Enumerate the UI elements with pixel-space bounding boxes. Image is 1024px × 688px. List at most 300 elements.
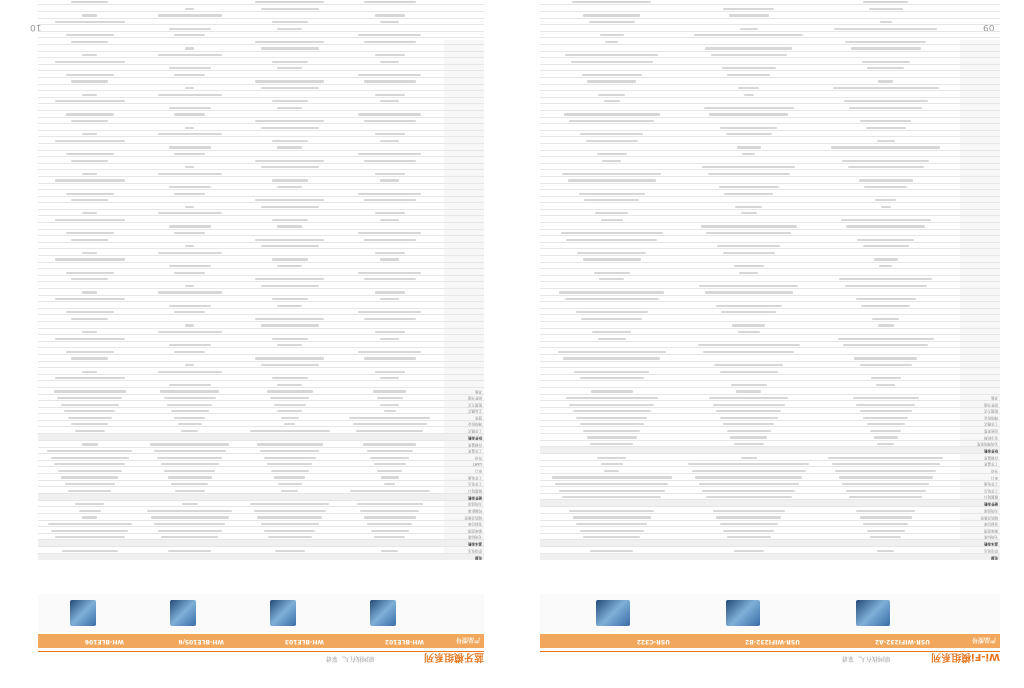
spec-row xyxy=(38,420,484,427)
spec-cell xyxy=(594,272,630,274)
spec-cell xyxy=(564,357,661,359)
right-page xyxy=(512,0,1024,688)
spec-cell xyxy=(713,404,785,406)
spec-cell xyxy=(873,318,900,320)
spec-row xyxy=(540,334,1000,341)
spec-cell xyxy=(381,338,400,340)
spec-cell xyxy=(829,457,944,459)
spec-cell xyxy=(715,364,784,366)
spec-cell xyxy=(598,457,627,459)
spec-row-label: 工作模式 xyxy=(984,422,998,427)
spec-cell xyxy=(52,530,129,532)
spec-row xyxy=(38,117,484,124)
spec-cell xyxy=(375,536,406,538)
spec-cell xyxy=(578,252,647,254)
spec-row xyxy=(38,526,484,533)
spec-row xyxy=(38,539,484,546)
spec-row xyxy=(38,328,484,335)
spec-cell xyxy=(186,166,195,168)
spec-cell xyxy=(282,490,299,492)
spec-cell xyxy=(261,8,319,10)
spec-row-label: 网络协议 xyxy=(984,415,998,420)
spec-cell xyxy=(278,305,303,307)
spec-row xyxy=(38,242,484,249)
spec-row-label: 存储温度 xyxy=(468,442,482,447)
spec-cell xyxy=(272,258,308,260)
spec-row xyxy=(38,97,484,104)
spec-cell xyxy=(261,47,319,49)
spec-cell xyxy=(175,153,206,155)
spec-cell xyxy=(261,450,320,452)
header-cell: WH-BLE103 xyxy=(284,638,324,645)
spec-cell xyxy=(601,463,623,465)
spec-row xyxy=(540,64,1000,71)
spec-cell xyxy=(597,153,627,155)
spec-cell xyxy=(880,265,893,267)
spec-row xyxy=(540,123,1000,130)
spec-row xyxy=(540,222,1000,229)
spec-cell xyxy=(843,483,930,485)
spec-cell xyxy=(876,199,897,201)
spec-cell xyxy=(381,298,400,300)
spec-cell xyxy=(727,536,771,538)
spec-cell xyxy=(54,390,126,392)
spec-row xyxy=(540,77,1000,84)
spec-cell xyxy=(350,417,431,419)
spec-cell xyxy=(840,278,933,280)
spec-row xyxy=(38,387,484,394)
spec-cell xyxy=(850,496,923,498)
spec-cell xyxy=(251,503,330,505)
spec-row xyxy=(38,354,484,361)
spec-cell xyxy=(706,496,792,498)
spec-row xyxy=(540,18,1000,25)
spec-row xyxy=(38,427,484,434)
spec-row xyxy=(540,31,1000,38)
spec-row xyxy=(38,176,484,183)
spec-row xyxy=(38,64,484,71)
spec-row xyxy=(38,413,484,420)
spec-row xyxy=(38,136,484,143)
spec-cell xyxy=(158,54,222,56)
spec-cell xyxy=(739,87,760,89)
spec-cell xyxy=(261,285,319,287)
spec-row-label: 传输距离 xyxy=(468,509,482,514)
spec-cell xyxy=(878,550,895,552)
spec-cell xyxy=(588,80,637,82)
spec-row-label: 软件参数 xyxy=(468,436,482,441)
spec-cell xyxy=(729,15,769,17)
spec-cell xyxy=(719,186,779,188)
spec-row xyxy=(540,546,1000,553)
spec-cell xyxy=(871,377,901,379)
spec-cell xyxy=(375,54,405,56)
spec-cell xyxy=(698,344,800,346)
spec-cell xyxy=(375,15,405,17)
spec-cell xyxy=(556,483,669,485)
spec-cell xyxy=(841,219,931,221)
spec-row xyxy=(38,156,484,163)
spec-row xyxy=(38,500,484,507)
spec-row xyxy=(540,189,1000,196)
spec-cell xyxy=(256,1,325,3)
spec-cell xyxy=(861,120,912,122)
spec-cell xyxy=(701,226,797,228)
spec-cell xyxy=(877,384,896,386)
product-image xyxy=(726,600,760,626)
spec-cell xyxy=(573,1,652,3)
spec-row xyxy=(38,70,484,77)
spec-cell xyxy=(585,199,640,201)
spec-cell xyxy=(880,21,892,23)
spec-row-label: 频率范围 xyxy=(984,528,998,533)
spec-cell xyxy=(579,193,645,195)
spec-cell xyxy=(600,278,625,280)
spec-cell xyxy=(161,390,220,392)
spec-cell xyxy=(261,245,319,247)
product-image xyxy=(596,600,630,626)
spec-cell xyxy=(599,94,626,96)
table-header xyxy=(38,634,484,648)
spec-cell xyxy=(186,127,195,129)
spec-cell xyxy=(161,463,219,465)
spec-row xyxy=(540,486,1000,493)
spec-row xyxy=(540,196,1000,203)
spec-row-label: 串口 xyxy=(475,469,482,474)
spec-cell xyxy=(258,516,323,518)
spec-cell xyxy=(371,530,409,532)
spec-cell xyxy=(857,510,916,512)
spec-row xyxy=(540,374,1000,381)
spec-cell xyxy=(570,120,655,122)
spec-cell xyxy=(256,239,325,241)
spec-cell xyxy=(353,423,427,425)
spec-cell xyxy=(563,496,662,498)
series-title: Wi-Fi模组系列 xyxy=(931,651,1000,662)
spec-cell xyxy=(723,252,775,254)
spec-cell xyxy=(570,510,655,512)
spec-cell xyxy=(278,186,303,188)
spec-row xyxy=(38,493,484,500)
spec-cell xyxy=(859,179,913,181)
spec-cell xyxy=(72,1,109,3)
spec-row xyxy=(38,150,484,157)
spec-cell xyxy=(79,510,101,512)
spec-row-label: 主从模式 xyxy=(468,409,482,414)
spec-row xyxy=(38,321,484,328)
spec-row xyxy=(38,0,484,5)
spec-row xyxy=(540,183,1000,190)
spec-row-label: 天线选项 xyxy=(984,509,998,514)
spec-cell xyxy=(573,410,651,412)
spec-cell xyxy=(278,410,303,412)
spec-row xyxy=(540,57,1000,64)
spec-row xyxy=(38,202,484,209)
spec-cell xyxy=(158,457,223,459)
spec-cell xyxy=(582,74,642,76)
spec-cell xyxy=(371,457,410,459)
spec-cell xyxy=(364,160,416,162)
spec-cell xyxy=(731,384,767,386)
spec-cell xyxy=(716,305,782,307)
spec-cell xyxy=(600,34,624,36)
spec-cell xyxy=(606,41,619,43)
spec-cell xyxy=(860,364,912,366)
spec-row xyxy=(38,520,484,527)
spec-row xyxy=(540,321,1000,328)
spec-cell xyxy=(706,47,793,49)
spec-row xyxy=(38,235,484,242)
spec-cell xyxy=(272,377,308,379)
spec-cell xyxy=(364,444,417,446)
spec-row xyxy=(38,169,484,176)
spec-row xyxy=(38,447,484,454)
spec-cell xyxy=(178,423,202,425)
spec-cell xyxy=(169,226,211,228)
spec-row xyxy=(540,520,1000,527)
spec-cell xyxy=(382,550,399,552)
spec-cell xyxy=(720,523,778,525)
spec-cell xyxy=(186,87,195,89)
spec-cell xyxy=(711,54,787,56)
spec-cell xyxy=(864,523,909,525)
spec-cell xyxy=(591,550,634,552)
spec-cell xyxy=(381,140,400,142)
spec-cell xyxy=(384,410,396,412)
spec-row xyxy=(38,288,484,295)
spec-row-label: 工作电流 xyxy=(984,482,998,487)
spec-cell xyxy=(256,160,325,162)
spec-row xyxy=(540,229,1000,236)
spec-cell xyxy=(275,550,305,552)
spec-cell xyxy=(696,476,803,478)
spec-row-label: 透传 xyxy=(475,415,482,420)
spec-row-label: 供电电压 xyxy=(468,549,482,553)
spec-cell xyxy=(357,430,424,432)
spec-row xyxy=(38,103,484,110)
spec-row-label: 工作模式 xyxy=(468,429,482,434)
spec-cell xyxy=(864,1,909,3)
spec-cell xyxy=(278,483,302,485)
spec-row xyxy=(38,440,484,447)
spec-cell xyxy=(563,173,662,175)
spec-cell xyxy=(564,113,660,115)
spec-row xyxy=(540,413,1000,420)
spec-row xyxy=(38,407,484,414)
header-cell: 产品型号 xyxy=(455,636,480,643)
spec-cell xyxy=(350,490,430,492)
spec-cell xyxy=(871,430,902,432)
spec-row xyxy=(38,341,484,348)
spec-cell xyxy=(359,351,422,353)
spec-row xyxy=(540,473,1000,480)
spec-cell xyxy=(860,516,912,518)
spec-cell xyxy=(867,530,905,532)
spec-row-label: 硬件参数 xyxy=(984,502,998,507)
spec-row-label: 安全机制 xyxy=(984,435,998,440)
spec-cell xyxy=(381,21,400,23)
header-cell: WH-BLE102 xyxy=(384,638,424,645)
spec-row-label: 无线标准 xyxy=(984,535,998,540)
spec-cell xyxy=(278,146,303,148)
spec-cell xyxy=(186,47,195,49)
spec-cell xyxy=(271,470,309,472)
spec-cell xyxy=(186,8,195,10)
spec-cell xyxy=(285,423,296,425)
spec-cell xyxy=(846,41,927,43)
spec-cell xyxy=(83,371,98,373)
spec-cell xyxy=(55,377,125,379)
spec-cell xyxy=(568,179,656,181)
spec-cell xyxy=(843,160,930,162)
spec-cell xyxy=(55,21,125,23)
spec-row xyxy=(38,90,484,97)
spec-cell xyxy=(169,550,212,552)
spec-cell xyxy=(169,146,211,148)
spec-cell xyxy=(359,74,422,76)
spec-row xyxy=(540,499,1000,506)
spec-cell xyxy=(69,490,112,492)
spec-cell xyxy=(874,437,898,439)
spec-row xyxy=(540,216,1000,223)
spec-cell xyxy=(281,417,299,419)
spec-cell xyxy=(272,338,308,340)
spec-cell xyxy=(593,331,632,333)
spec-cell xyxy=(832,146,941,148)
spec-cell xyxy=(835,28,938,30)
spec-cell xyxy=(272,179,308,181)
spec-cell xyxy=(175,417,206,419)
spec-cell xyxy=(364,41,416,43)
spec-row xyxy=(540,533,1000,540)
spec-cell xyxy=(169,384,211,386)
spec-cell xyxy=(381,219,400,221)
spec-row-label: 工作电流 xyxy=(468,475,482,480)
spec-cell xyxy=(853,397,919,399)
spec-row xyxy=(38,374,484,381)
spec-row xyxy=(38,400,484,407)
header-cell: WH-BLE105/6 xyxy=(178,638,224,645)
spec-cell xyxy=(364,278,416,280)
spec-cell xyxy=(169,186,211,188)
spec-cell xyxy=(256,318,325,320)
spec-cell xyxy=(566,54,659,56)
spec-cell xyxy=(385,483,396,485)
spec-cell xyxy=(83,94,98,96)
spec-cell xyxy=(261,324,319,326)
product-image xyxy=(70,600,96,626)
spec-cell xyxy=(48,450,133,452)
spec-cell xyxy=(879,80,894,82)
spec-cell xyxy=(58,470,122,472)
spec-cell xyxy=(566,397,658,399)
product-image xyxy=(170,600,196,626)
spec-row xyxy=(540,209,1000,216)
spec-cell xyxy=(66,113,114,115)
spec-cell xyxy=(736,206,763,208)
spec-cell xyxy=(278,226,303,228)
spec-cell xyxy=(274,404,306,406)
spec-cell xyxy=(164,397,216,399)
spec-cell xyxy=(158,291,222,293)
spec-row xyxy=(540,400,1000,407)
spec-cell xyxy=(82,444,98,446)
title-rule xyxy=(540,651,1000,652)
spec-row xyxy=(38,466,484,473)
spec-cell xyxy=(737,390,762,392)
spec-row xyxy=(540,295,1000,302)
spec-cell xyxy=(722,311,777,313)
spec-row-label: 网络协议 xyxy=(468,422,482,427)
spec-row xyxy=(540,176,1000,183)
spec-cell xyxy=(66,153,114,155)
spec-cell xyxy=(361,510,420,512)
spec-row-label: 工作电压 xyxy=(468,482,482,487)
spec-row xyxy=(38,367,484,374)
spec-row xyxy=(38,196,484,203)
spec-cell xyxy=(175,351,206,353)
spec-cell xyxy=(561,232,663,234)
spec-cell xyxy=(720,371,778,373)
spec-row xyxy=(38,394,484,401)
spec-cell xyxy=(364,318,416,320)
spec-cell xyxy=(256,120,325,122)
spec-row-label: 频率范围 xyxy=(468,528,482,533)
spec-cell xyxy=(737,146,761,148)
spec-cell xyxy=(65,410,116,412)
spec-row xyxy=(38,281,484,288)
spec-cell xyxy=(375,291,405,293)
spec-row xyxy=(540,24,1000,31)
spec-row xyxy=(540,387,1000,394)
spec-row xyxy=(38,77,484,84)
spec-cell xyxy=(72,278,109,280)
spec-cell xyxy=(75,430,105,432)
spec-cell xyxy=(878,324,894,326)
spec-cell xyxy=(186,245,195,247)
spec-row xyxy=(38,123,484,130)
spec-cell xyxy=(158,252,222,254)
spec-cell xyxy=(175,193,206,195)
spec-cell xyxy=(381,61,400,63)
spec-cell xyxy=(278,107,303,109)
spec-row xyxy=(38,262,484,269)
spec-cell xyxy=(256,199,325,201)
spec-row xyxy=(540,163,1000,170)
spec-cell xyxy=(254,510,326,512)
spec-row xyxy=(540,248,1000,255)
spec-row xyxy=(38,229,484,236)
spec-cell xyxy=(575,371,650,373)
spec-cell xyxy=(559,490,665,492)
spec-cell xyxy=(168,476,212,478)
spec-row xyxy=(38,268,484,275)
spec-cell xyxy=(584,536,641,538)
spec-cell xyxy=(55,61,125,63)
spec-cell xyxy=(713,510,785,512)
spec-cell xyxy=(66,34,114,36)
spec-row xyxy=(540,314,1000,321)
spec-row xyxy=(38,473,484,480)
spec-cell xyxy=(275,476,306,478)
spec-row-label: 电源 xyxy=(991,556,998,560)
spec-cell xyxy=(62,550,118,552)
spec-cell xyxy=(272,219,308,221)
spec-row xyxy=(38,553,484,560)
spec-row xyxy=(540,90,1000,97)
spec-row xyxy=(38,255,484,262)
spec-cell xyxy=(261,364,319,366)
